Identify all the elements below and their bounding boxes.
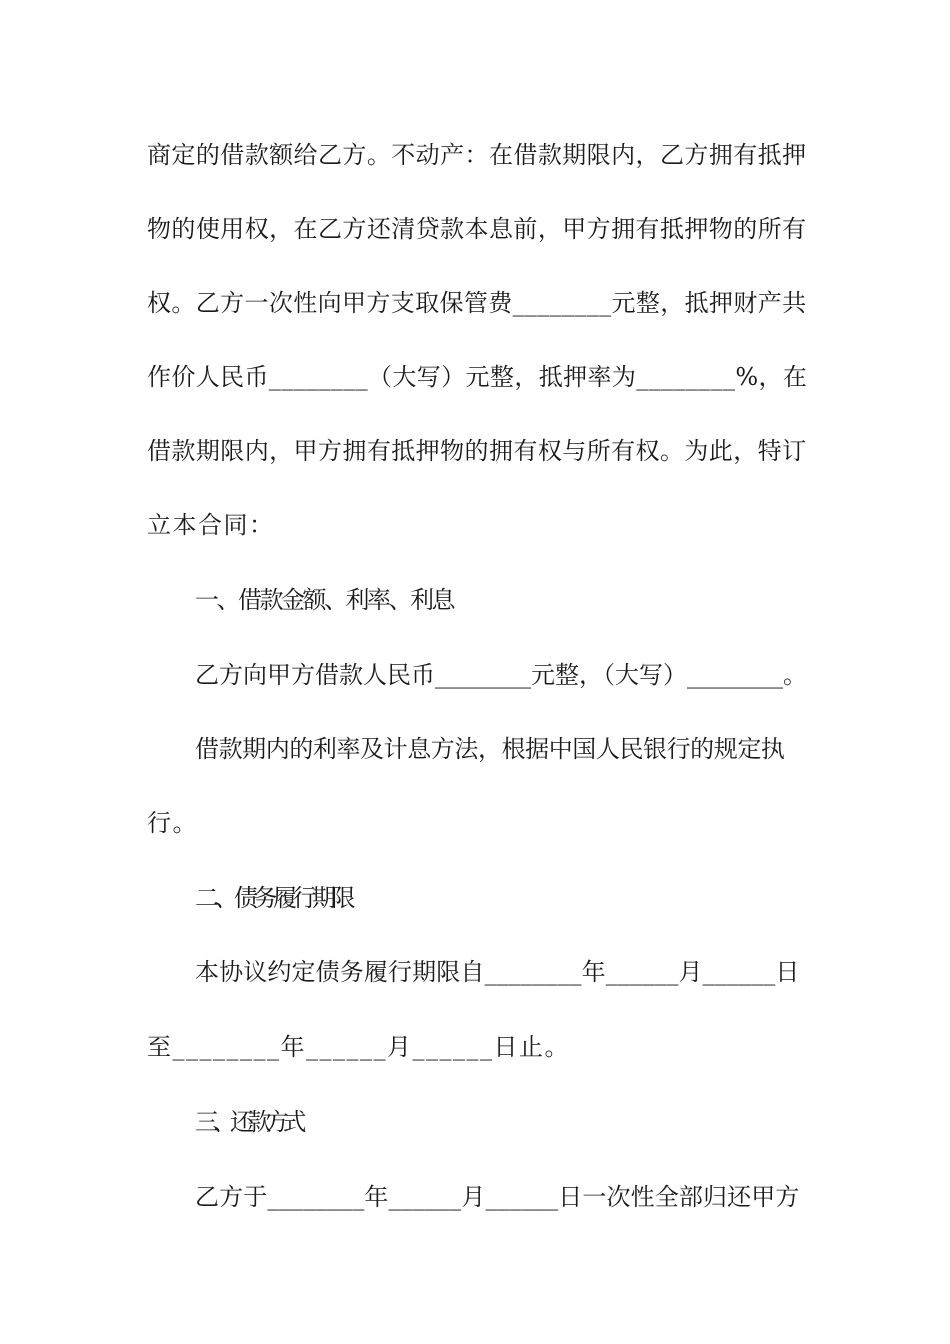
paragraph-line: 本协议约定债务履行期限自________年______月______日 [195,958,800,986]
section-heading: 二、债务履行期限 [195,884,351,912]
paragraph-line: 至________年______月______日止。 [147,1033,570,1061]
paragraph-line: 乙方于________年______月______日一次性全部归还甲方 [195,1183,800,1211]
paragraph-line: 物的使用权，在乙方还清贷款本息前，甲方拥有抵押物的所有 [147,215,807,243]
paragraph-line: 作价人民币________（大写）元整，抵押率为________%，在 [147,363,808,391]
paragraph-line: 商定的借款额给乙方。不动产：在借款期限内，乙方拥有抵押 [147,141,807,169]
paragraph-line: 乙方向甲方借款人民币________元整，（大写）________。 [195,661,807,689]
paragraph-line: 权。乙方一次性向甲方支取保管费________元整，抵押财产共 [147,289,807,317]
section-heading: 三、还款方式 [195,1108,300,1136]
section-heading: 一、借款金额、利率、利息 [195,586,453,614]
paragraph-line: 借款期内的利率及计息方法，根据中国人民银行的规定执 [195,735,785,763]
paragraph-line: 借款期限内，甲方拥有抵押物的拥有权与所有权。为此，特订 [147,437,807,465]
paragraph-line: 行。 [147,809,198,837]
paragraph-line: 立本合同： [147,511,275,539]
